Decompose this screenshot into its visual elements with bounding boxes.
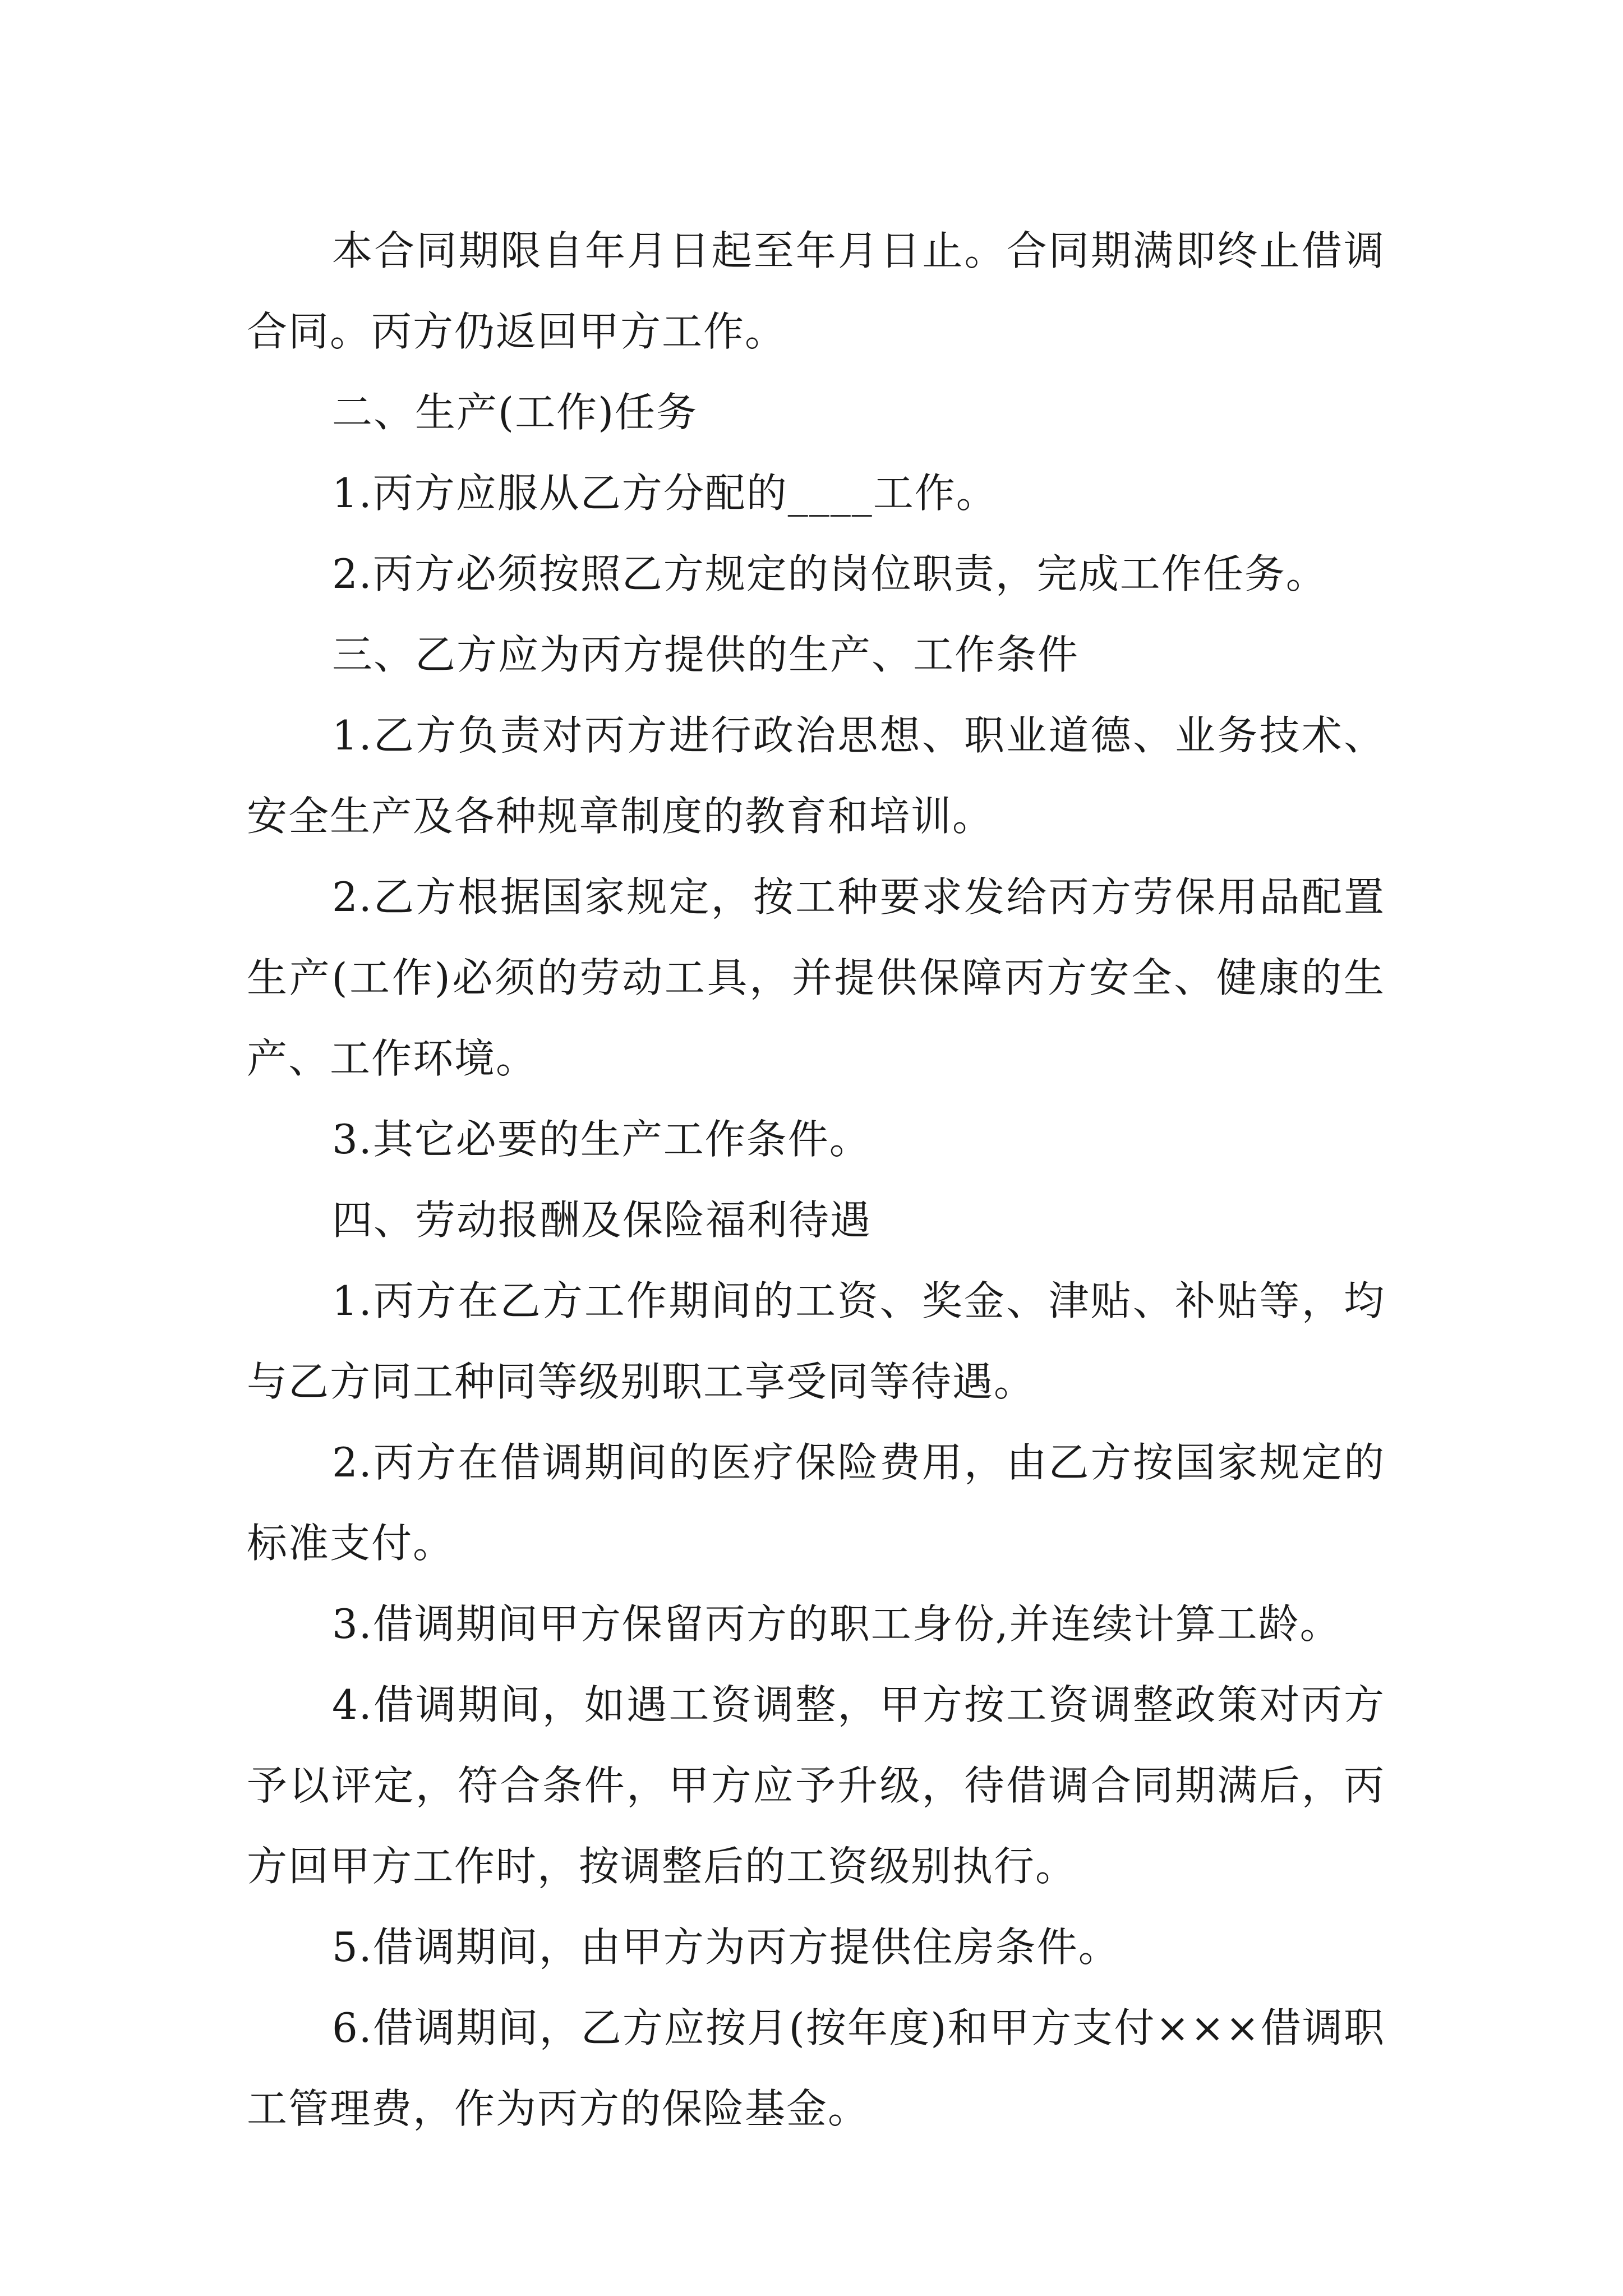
paragraph-4-2: 2.丙方在借调期间的医疗保险费用，由乙方按国家规定的标准支付。	[247, 1439, 1385, 1567]
paragraph-3-1: 1.乙方负责对丙方进行政治思想、职业道德、业务技术、安全生产及各种规章制度的教育和培训。	[247, 712, 1385, 840]
paragraph-4-6: 6.借调期间，乙方应按月(按年度)和甲方支付×××借调职工管理费，作为丙方的保险基金。	[247, 2004, 1385, 2132]
paragraph-3-3: 3.其它必要的生产工作条件。	[332, 1116, 871, 1163]
heading-section-2: 二、生产(工作)任务	[332, 389, 698, 436]
heading-section-3: 三、乙方应为丙方提供的生产、工作条件	[332, 631, 1080, 678]
paragraph-4-3: 3.借调期间甲方保留丙方的职工身份,并连续计算工龄。	[332, 1600, 1341, 1648]
paragraph-2-1: 1.丙方应服从乙方分配的____工作。	[332, 470, 998, 517]
paragraph-2-2: 2.丙方必须按照乙方规定的岗位职责，完成工作任务。	[332, 550, 1327, 597]
paragraph-4-4: 4.借调期间，如遇工资调整，甲方按工资调整政策对丙方予以评定，符合条件，甲方应予升级，待借调合同期满后，丙方回甲方工作时，按调整后的工资级别执行。	[247, 1681, 1385, 1890]
paragraph-4-5: 5.借调期间，由甲方为丙方提供住房条件。	[332, 1924, 1120, 1971]
paragraph-contract-term: 本合同期限自年月日起至年月日止。合同期满即终止借调合同。丙方仍返回甲方工作。	[247, 227, 1385, 355]
heading-section-4: 四、劳动报酬及保险福利待遇	[332, 1197, 872, 1244]
document-body	[247, 210, 1385, 2149]
paragraph-3-2: 2.乙方根据国家规定，按工种要求发给丙方劳保用品配置生产(工作)必须的劳动工具，并提供保障丙方安全、健康的生产、工作环境。	[247, 873, 1385, 1082]
paragraph-4-1: 1.丙方在乙方工作期间的工资、奖金、津贴、补贴等，均与乙方同工种同等级别职工享受同等待遇。	[247, 1277, 1385, 1405]
